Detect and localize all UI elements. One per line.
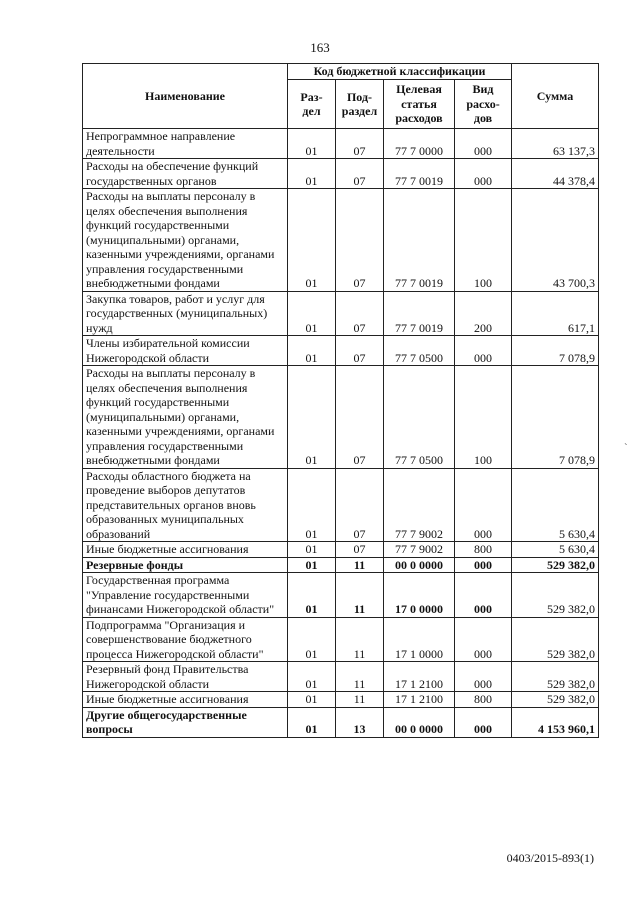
cell-celevaya-statya: 00 0 0000	[384, 557, 455, 573]
cell-vid-rashodov: 000	[455, 336, 512, 366]
table-row	[83, 617, 599, 662]
cell-podrazdel: 07	[336, 129, 384, 159]
cell-name: Расходы областного бюджета на проведение выборов депутатов представительных органов вновь образованных муниципальных образований	[83, 468, 288, 542]
document-code: 0403/2015-893(1)	[506, 851, 594, 865]
cell-sum: 7 078,9	[512, 336, 599, 366]
cell-name: Закупка товаров, работ и услуг для государственных (муниципальных) нужд	[83, 291, 288, 336]
cell-name: Расходы на выплаты персоналу в целях обеспечения выполнения функций государственными (муниципальными) органами, казенными учреждениями, органами управления государственными внебюджетными фондами	[83, 366, 288, 469]
cell-razdel: 01	[288, 336, 336, 366]
cell-podrazdel: 11	[336, 662, 384, 692]
header-razdel: Раз- дел	[288, 80, 336, 129]
cell-vid-rashodov: 100	[455, 366, 512, 469]
table-row	[83, 707, 599, 737]
cell-razdel: 01	[288, 692, 336, 708]
cell-name: Государственная программа "Управление государственными финансами Нижегородской области"	[83, 573, 288, 618]
header-podrazdel: Под- раздел	[336, 80, 384, 129]
cell-name: Подпрограмма "Организация и совершенствование бюджетного процесса Нижегородской области"	[83, 617, 288, 662]
cell-sum: 43 700,3	[512, 189, 599, 292]
cell-sum: 529 382,0	[512, 573, 599, 618]
cell-vid-rashodov: 000	[455, 573, 512, 618]
cell-vid-rashodov: 800	[455, 692, 512, 708]
cell-celevaya-statya: 17 1 0000	[384, 617, 455, 662]
stray-tick-mark: `	[624, 442, 628, 454]
cell-razdel: 01	[288, 557, 336, 573]
cell-vid-rashodov: 000	[455, 468, 512, 542]
cell-razdel: 01	[288, 573, 336, 618]
cell-sum: 4 153 960,1	[512, 707, 599, 737]
cell-razdel: 01	[288, 159, 336, 189]
cell-name: Расходы на обеспечение функций государственных органов	[83, 159, 288, 189]
cell-razdel: 01	[288, 189, 336, 292]
cell-sum: 617,1	[512, 291, 599, 336]
cell-celevaya-statya: 77 7 9002	[384, 468, 455, 542]
header-classification-group: Код бюджетной классификации	[288, 64, 512, 80]
cell-celevaya-statya: 00 0 0000	[384, 707, 455, 737]
cell-celevaya-statya: 17 1 2100	[384, 662, 455, 692]
cell-podrazdel: 07	[336, 468, 384, 542]
cell-celevaya-statya: 77 7 9002	[384, 542, 455, 558]
cell-podrazdel: 11	[336, 573, 384, 618]
cell-vid-rashodov: 000	[455, 617, 512, 662]
cell-sum: 44 378,4	[512, 159, 599, 189]
cell-name: Иные бюджетные ассигнования	[83, 692, 288, 708]
cell-celevaya-statya: 17 1 2100	[384, 692, 455, 708]
cell-celevaya-statya: 77 7 0019	[384, 159, 455, 189]
cell-podrazdel: 11	[336, 617, 384, 662]
table-row	[83, 366, 599, 469]
budget-table	[82, 63, 599, 738]
cell-vid-rashodov: 000	[455, 129, 512, 159]
cell-celevaya-statya: 77 7 0000	[384, 129, 455, 159]
cell-vid-rashodov: 000	[455, 557, 512, 573]
cell-sum: 5 630,4	[512, 468, 599, 542]
cell-name: Члены избирательной комиссии Нижегородской области	[83, 336, 288, 366]
cell-name: Резервный фонд Правительства Нижегородской области	[83, 662, 288, 692]
cell-razdel: 01	[288, 291, 336, 336]
cell-vid-rashodov: 000	[455, 159, 512, 189]
cell-name: Иные бюджетные ассигнования	[83, 542, 288, 558]
table-row	[83, 468, 599, 542]
table-row	[83, 336, 599, 366]
cell-vid-rashodov: 000	[455, 707, 512, 737]
cell-sum: 5 630,4	[512, 542, 599, 558]
cell-sum: 529 382,0	[512, 557, 599, 573]
page-number: 163	[310, 40, 330, 55]
cell-podrazdel: 11	[336, 557, 384, 573]
header-sum: Сумма	[512, 64, 599, 129]
cell-vid-rashodov: 000	[455, 662, 512, 692]
cell-razdel: 01	[288, 468, 336, 542]
cell-razdel: 01	[288, 707, 336, 737]
cell-razdel: 01	[288, 366, 336, 469]
cell-celevaya-statya: 77 7 0019	[384, 291, 455, 336]
table-row	[83, 291, 599, 336]
cell-celevaya-statya: 77 7 0500	[384, 366, 455, 469]
table-row	[83, 542, 599, 558]
table-body	[83, 129, 599, 738]
cell-name: Резервные фонды	[83, 557, 288, 573]
cell-podrazdel: 07	[336, 366, 384, 469]
table-row	[83, 557, 599, 573]
cell-sum: 63 137,3	[512, 129, 599, 159]
cell-celevaya-statya: 77 7 0019	[384, 189, 455, 292]
cell-vid-rashodov: 800	[455, 542, 512, 558]
table-row	[83, 189, 599, 292]
header-name: Наименование	[83, 64, 288, 129]
cell-podrazdel: 07	[336, 291, 384, 336]
cell-sum: 7 078,9	[512, 366, 599, 469]
cell-sum: 529 382,0	[512, 692, 599, 708]
table-row	[83, 662, 599, 692]
cell-razdel: 01	[288, 617, 336, 662]
cell-name: Расходы на выплаты персоналу в целях обеспечения выполнения функций государственными (муниципальными) органами, казенными учреждениями, органами управления государственными внебюджетными фондами	[83, 189, 288, 292]
cell-podrazdel: 11	[336, 692, 384, 708]
cell-podrazdel: 13	[336, 707, 384, 737]
cell-podrazdel: 07	[336, 159, 384, 189]
cell-sum: 529 382,0	[512, 617, 599, 662]
table-row	[83, 573, 599, 618]
table-row	[83, 129, 599, 159]
cell-celevaya-statya: 17 0 0000	[384, 573, 455, 618]
cell-name: Непрограммное направление деятельности	[83, 129, 288, 159]
cell-podrazdel: 07	[336, 542, 384, 558]
table-row	[83, 159, 599, 189]
cell-sum: 529 382,0	[512, 662, 599, 692]
cell-razdel: 01	[288, 662, 336, 692]
cell-podrazdel: 07	[336, 336, 384, 366]
cell-name: Другие общегосударственные вопросы	[83, 707, 288, 737]
cell-vid-rashodov: 200	[455, 291, 512, 336]
header-vid-rashodov: Вид расхо- дов	[455, 80, 512, 129]
cell-celevaya-statya: 77 7 0500	[384, 336, 455, 366]
cell-vid-rashodov: 100	[455, 189, 512, 292]
header-celevaya-statya: Целевая статья расходов	[384, 80, 455, 129]
cell-razdel: 01	[288, 542, 336, 558]
cell-razdel: 01	[288, 129, 336, 159]
cell-podrazdel: 07	[336, 189, 384, 292]
table-row	[83, 692, 599, 708]
